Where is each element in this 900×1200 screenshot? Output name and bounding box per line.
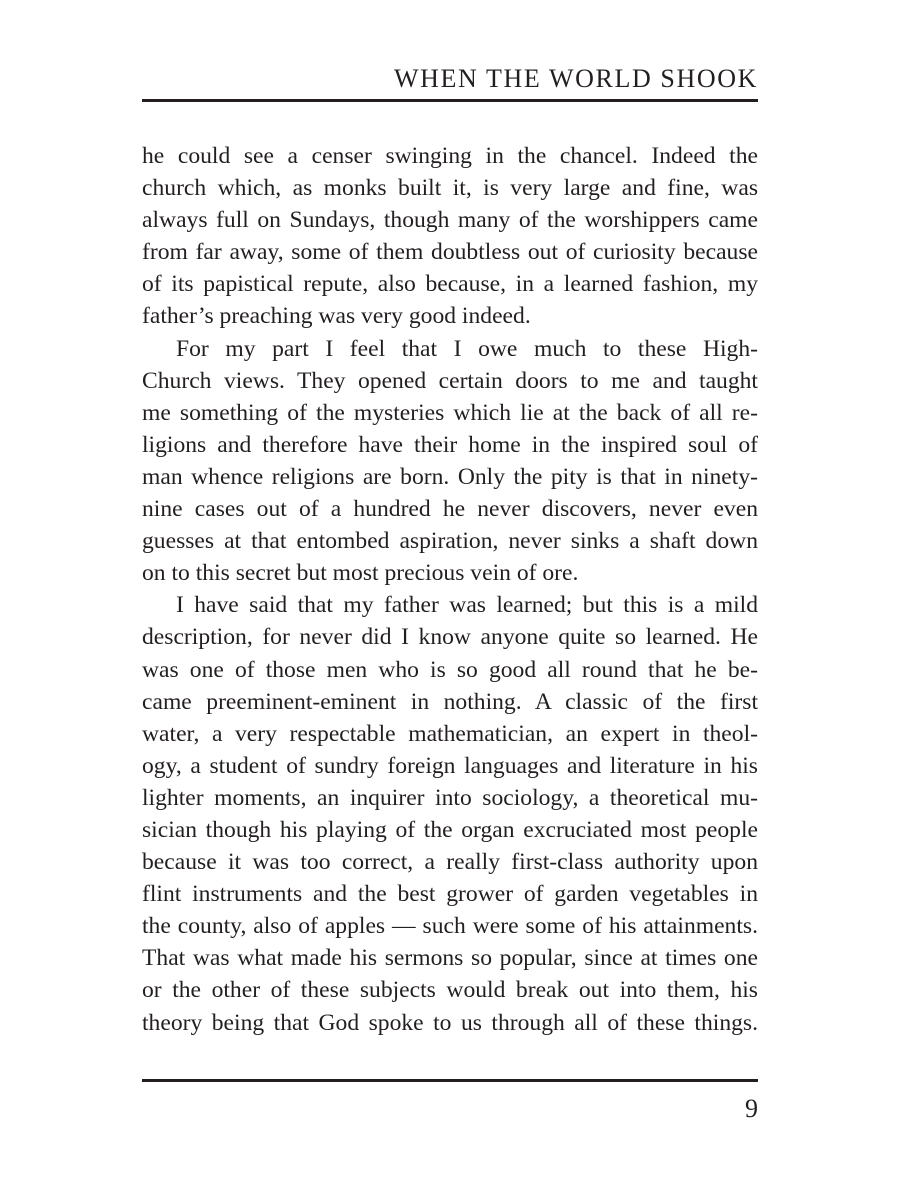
text-line: guesses at that entombed aspiration, never sinks a shaft down xyxy=(142,528,758,555)
text-line: man whence religions are born. Only the pity is that in ninety- xyxy=(142,463,758,490)
text-line: I have said that my father was learned; but this is a mild xyxy=(176,592,758,619)
body-text xyxy=(142,140,758,1039)
text-line: the county, also of apples — such were some of his attainments. xyxy=(142,913,758,940)
text-line: from far away, some of them doubtless out of curiosity because xyxy=(142,239,758,266)
text-line: of its papistical repute, also because, in a learned fashion, my xyxy=(142,271,758,298)
text-line: sician though his playing of the organ excruciated most people xyxy=(142,816,758,843)
text-line: ligions and therefore have their home in the inspired soul of xyxy=(142,431,758,458)
text-line: was one of those men who is so good all round that he be- xyxy=(142,656,758,683)
text-line: flint instruments and the best grower of garden vegetables in xyxy=(142,881,758,908)
text-line: For my part I feel that I owe much to these High- xyxy=(176,335,758,362)
text-line: That was what made his sermons so popular, since at times one xyxy=(142,945,758,972)
paragraph xyxy=(142,140,758,300)
text-line: on to this secret but most precious vein of ore. xyxy=(142,560,579,587)
text-line: came preeminent-eminent in nothing. A classic of the first xyxy=(142,688,758,715)
text-line: nine cases out of a hundred he never discovers, never even xyxy=(142,496,758,523)
text-line: church which, as monks built it, is very large and fine, was xyxy=(142,175,758,202)
text-line: always full on Sundays, though many of the worshippers came xyxy=(142,207,758,234)
text-line: he could see a censer swinging in the chancel. Indeed the xyxy=(142,143,758,169)
page-number: 9 xyxy=(745,1094,758,1123)
text-line: or the other of these subjects would break out into them, his xyxy=(142,977,758,1004)
running-head: WHEN THE WORLD SHOOK xyxy=(394,64,758,93)
paragraph-last-line xyxy=(142,557,758,589)
text-line: description, for never did I know anyone quite so learned. He xyxy=(142,624,758,651)
text-line: because it was too correct, a really first-class authority upon xyxy=(142,849,758,876)
text-line: Church views. They opened certain doors to me and taught xyxy=(142,367,758,394)
text-line: water, a very respectable mathematician, an expert in theol- xyxy=(142,720,758,747)
text-line: lighter moments, an inquirer into sociology, a theoretical mu- xyxy=(142,784,758,811)
text-line: me something of the mysteries which lie at the back of all re- xyxy=(142,399,758,426)
text-line: father’s preaching was very good indeed. xyxy=(142,303,531,330)
paragraph-last-line xyxy=(142,300,758,332)
paragraph xyxy=(142,589,758,1038)
paragraph xyxy=(142,333,758,558)
text-line: ogy, a student of sundry foreign languages and literature in his xyxy=(142,752,758,779)
text-line: theory being that God spoke to us through all of these things. xyxy=(142,1009,758,1036)
footer-rule xyxy=(142,1079,758,1082)
header-rule xyxy=(142,99,758,102)
